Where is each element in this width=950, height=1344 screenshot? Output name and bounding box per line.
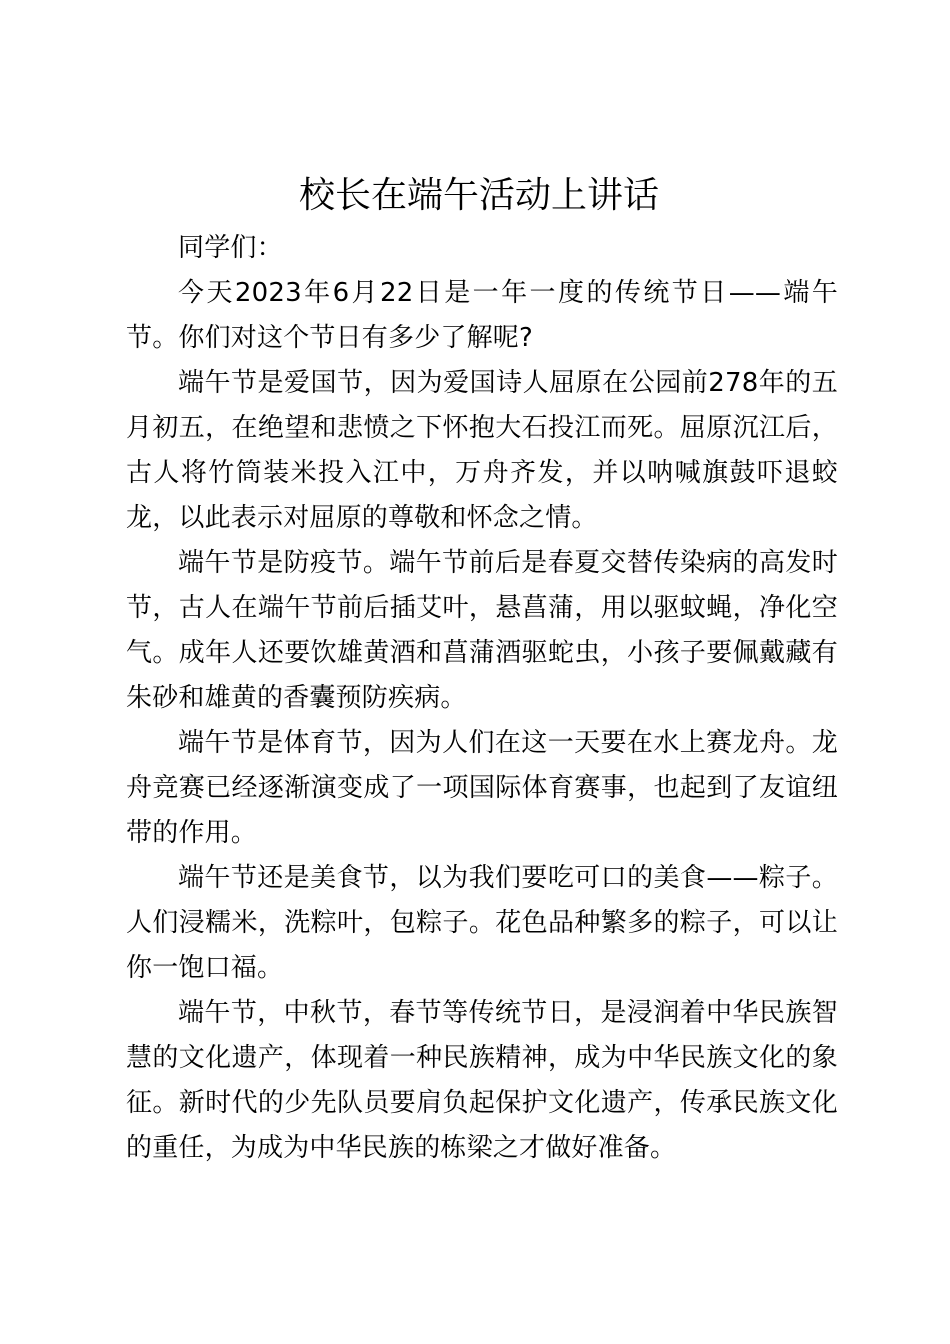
paragraph-epidemic: 端午节是防疫节。端午节前后是春夏交替传染病的高发时节，古人在端午节前后插艾叶，悬菖蒲，用以驱蚊蝇，净化空气。成年人还要饮雄黄酒和菖蒲酒驱蛇虫，小孩子要佩戴藏有朱砂和雄黄的香囊预防疾病。	[126, 548, 838, 713]
greeting: 同学们：	[178, 233, 283, 263]
paragraph-food: 端午节还是美食节，以为我们要吃可口的美食——粽子。人们浸糯米，洗粽叶，包粽子。花色品种繁多的粽子，可以让你一饱口福。	[126, 863, 838, 983]
paragraph-intro: 今天2023年6月22日是一年一度的传统节日——端午节。你们对这个节日有多少了解呢?	[126, 278, 838, 353]
paragraph-sports: 端午节是体育节，因为人们在这一天要在水上赛龙舟。龙舟竞赛已经逐渐演变成了一项国际体育赛事，也起到了友谊纽带的作用。	[126, 728, 838, 848]
speech-body	[126, 226, 838, 1171]
paragraph-conclusion: 端午节，中秋节，春节等传统节日，是浸润着中华民族智慧的文化遗产，体现着一种民族精神，成为中华民族文化的象征。新时代的少先队员要肩负起保护文化遗产，传承民族文化的重任，为成为中华民族的栋梁之才做好准备。	[126, 998, 838, 1163]
paragraph-patriotic: 端午节是爱国节，因为爱国诗人屈原在公园前278年的五月初五，在绝望和悲愤之下怀抱大石投江而死。屈原沉江后，古人将竹筒装米投入江中，万舟齐发，并以呐喊旗鼓吓退蛟龙，以此表示对屈原的尊敬和怀念之情。	[126, 368, 838, 533]
page-title: 校长在端午活动上讲话	[298, 175, 659, 216]
